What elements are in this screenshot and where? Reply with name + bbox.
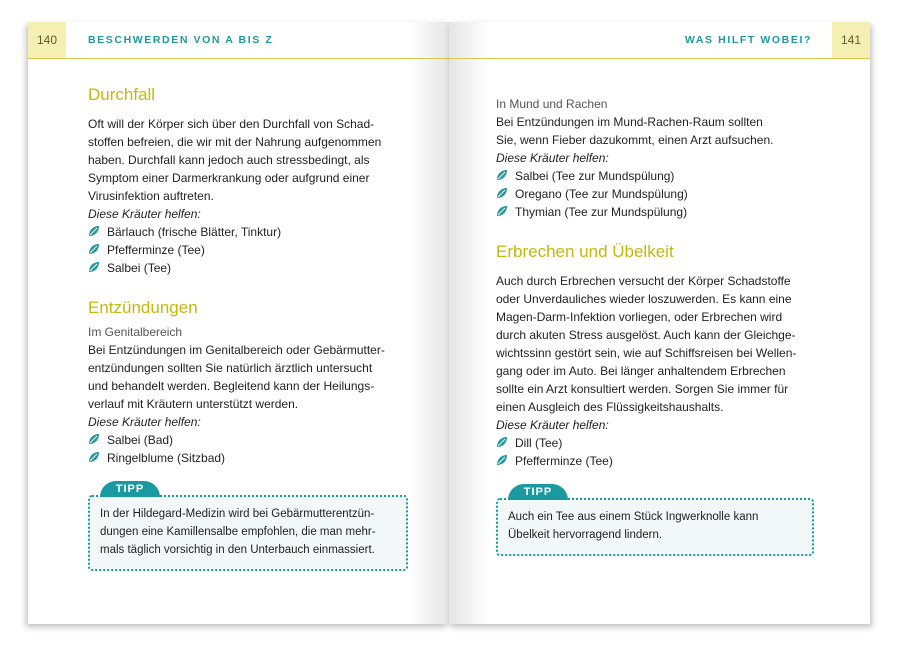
herb-list: [496, 167, 826, 221]
herbs-label: Diese Kräuter helfen:: [496, 418, 609, 432]
body-line: Auch durch Erbrechen versucht der Körper Schadstoffe: [496, 274, 791, 288]
running-header: BESCHWERDEN VON A BIS Z: [88, 34, 274, 46]
page-header: [28, 22, 449, 59]
herb-list: [88, 431, 408, 467]
section-subtitle: Im Genitalbereich: [88, 325, 183, 339]
herb-list: [496, 434, 826, 470]
tip-badge: TIPP: [100, 481, 160, 497]
leaf-icon: [496, 205, 508, 217]
body-line: entzündungen sollten Sie natürlich ärztlich untersucht: [88, 361, 373, 375]
running-header: WAS HILFT WOBEI?: [684, 34, 812, 46]
tip-line: Auch ein Tee aus einem Stück Ingwerknolle kann: [508, 511, 759, 523]
body-line: gang oder im Auto. Bei länger anhaltendem Erbrechen: [496, 364, 786, 378]
body-line: wichtssinn gestört sein, wie auf Schiffsreisen bei Wellen-: [496, 346, 797, 360]
tip-line: dungen eine Kamillensalbe empfohlen, die man mehr-: [100, 526, 376, 538]
tip-line: In der Hildegard-Medizin wird bei Gebärmutterentzün-: [100, 508, 375, 520]
list-item: Bärlauch (frische Blätter, Tinktur): [88, 223, 408, 241]
tip-box: [88, 483, 408, 571]
leaf-icon: [496, 454, 508, 466]
leaf-icon: [88, 433, 100, 445]
body-line: einen Ausgleich des Flüssigkeitshaushalts.: [496, 400, 724, 414]
left-page: [28, 22, 449, 624]
herbs-label: Diese Kräuter helfen:: [88, 207, 201, 221]
page-number: 141: [832, 22, 870, 58]
body-line: Oft will der Körper sich über den Durchfall von Schad-: [88, 117, 375, 131]
body-line: Sie, wenn Fieber dazukommt, einen Arzt aufsuchen.: [496, 133, 774, 147]
body-line: Bei Entzündungen im Mund-Rachen-Raum sollten: [496, 115, 763, 129]
body-line: und behandelt werden. Begleitend kann der Heilungs-: [88, 379, 375, 393]
leaf-icon: [88, 261, 100, 273]
tip-badge: TIPP: [508, 484, 568, 500]
body-line: durch akuten Stress ausgelöst. Auch kann der Gleichge-: [496, 328, 796, 342]
leaf-icon: [88, 243, 100, 255]
section-heading-erbrechen: Erbrechen und Übelkeit: [496, 242, 674, 261]
list-item: Pfefferminze (Tee): [88, 241, 408, 259]
section-heading-entzuendungen: Entzündungen: [88, 298, 198, 317]
page-header: [449, 22, 870, 59]
herbs-label: Diese Kräuter helfen:: [496, 151, 609, 165]
section-subtitle: In Mund und Rachen: [496, 97, 608, 111]
body-line: Symptom einer Darmerkrankung oder aufgrund einer: [88, 171, 370, 185]
gutter-shadow: [449, 22, 489, 624]
page-content: [496, 95, 826, 556]
list-item: Salbei (Bad): [88, 431, 408, 449]
tip-line: mals täglich vorsichtig in den Unterbauch einmassiert.: [100, 544, 375, 556]
book-spread: [28, 22, 870, 624]
right-page: [449, 22, 870, 624]
body-line: Magen-Darm-Infektion vorliegen, oder Erbrechen wird: [496, 310, 783, 324]
herb-list: [88, 223, 408, 277]
herbs-label: Diese Kräuter helfen:: [88, 415, 201, 429]
leaf-icon: [88, 225, 100, 237]
page-number: 140: [28, 22, 66, 58]
body-line: sollte ein Arzt konsultiert werden. Sorgen Sie immer für: [496, 382, 789, 396]
gutter-shadow: [409, 22, 449, 624]
list-item: Thymian (Tee zur Mundspülung): [496, 203, 826, 221]
list-item: Salbei (Tee zur Mundspülung): [496, 167, 826, 185]
leaf-icon: [88, 451, 100, 463]
leaf-icon: [496, 187, 508, 199]
body-line: oder Unverdauliches wieder loszuwerden. Es kann eine: [496, 292, 792, 306]
body-line: Bei Entzündungen im Genitalbereich oder Gebärmutter-: [88, 343, 385, 357]
leaf-icon: [496, 169, 508, 181]
tip-box: [496, 486, 814, 556]
body-line: verlauf mit Kräutern unterstützt werden.: [88, 397, 299, 411]
body-line: haben. Durchfall kann jedoch auch stressbedingt, als: [88, 153, 370, 167]
list-item: Salbei (Tee): [88, 259, 408, 277]
body-line: Virusinfektion auftreten.: [88, 189, 214, 203]
leaf-icon: [496, 436, 508, 448]
body-line: stoffen befreien, die wir mit der Nahrung aufgenommen: [88, 135, 382, 149]
list-item: Ringelblume (Sitzbad): [88, 449, 408, 467]
page-content: [88, 84, 408, 571]
list-item: Dill (Tee): [496, 434, 826, 452]
list-item: Oregano (Tee zur Mundspülung): [496, 185, 826, 203]
section-heading-durchfall: Durchfall: [88, 85, 156, 104]
list-item: Pfefferminze (Tee): [496, 452, 826, 470]
tip-line: Übelkeit hervorragend lindern.: [508, 529, 663, 541]
